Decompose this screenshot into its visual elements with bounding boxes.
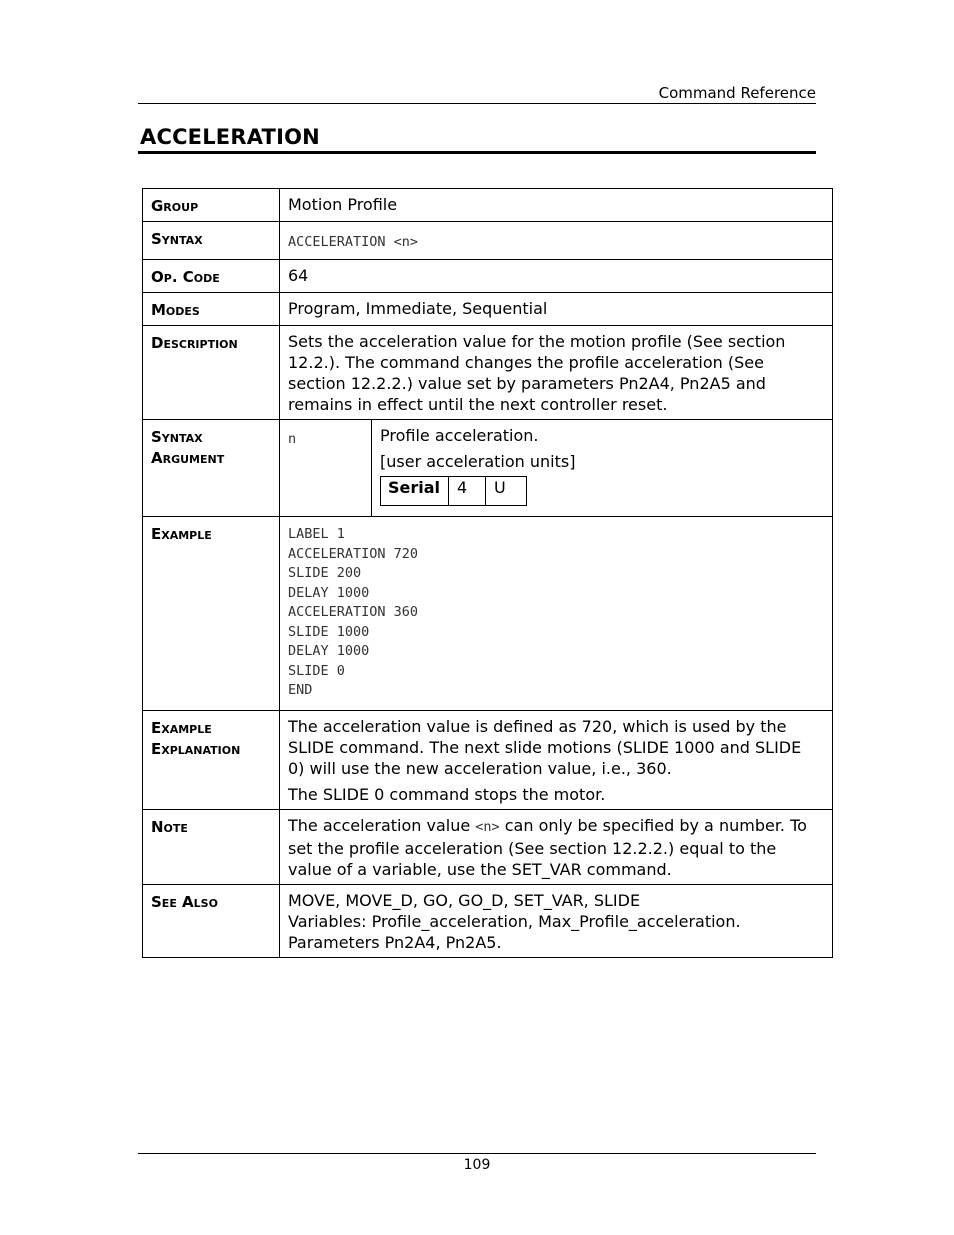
footer-rule [138,1153,816,1154]
row-note [143,810,833,885]
value-modes: Program, Immediate, Sequential [280,293,833,326]
label-modes: Modes [143,293,280,326]
example-code-line: ACCELERATION 720 [288,545,419,562]
label-syntax-argument-line1: Syntax [151,428,203,446]
page-title: ACCELERATION [140,125,320,149]
page-number: 109 [463,1157,491,1173]
argument-table [280,420,832,516]
explanation-para-2: The SLIDE 0 command stops the motor. [288,785,606,804]
example-code-line: SLIDE 0 [288,662,345,679]
label-description: Description [143,326,280,420]
row-example-explanation [143,711,833,810]
running-header: Command Reference [658,84,816,102]
label-example-explanation-line2: Explanation [151,740,241,758]
command-reference-table [142,188,833,958]
value-see-also [280,885,833,958]
argument-name: n [288,431,297,447]
header-rule [138,103,816,104]
row-modes [143,293,833,326]
example-code-line: DELAY 1000 [288,584,370,601]
label-note: Note [143,810,280,885]
row-group [143,189,833,222]
value-syntax-cell [280,222,833,260]
value-group: Motion Profile [280,189,833,222]
row-see-also [143,885,833,958]
row-syntax-argument [143,420,833,517]
explanation-para-1: The acceleration value is defined as 720, which is used by the SLIDE command. The next slide motions (SLIDE 1000 and SLIDE 0) will use the new acceleration value, i.e., 360. [288,717,802,778]
example-code [288,525,822,701]
value-opcode: 64 [280,260,833,293]
argument-desc-line1: Profile acceleration. [380,426,539,445]
example-code-line: ACCELERATION 360 [288,604,419,620]
row-description [143,326,833,420]
serial-label: Serial [381,477,449,506]
title-rule [138,151,816,154]
note-text-after: can only be specified by a number. To set the profile acceleration (See section 12.2.2.) equal to the value of a variable, use the SET_VAR command. [288,816,807,879]
note-code: <n> [475,819,500,835]
example-code-line: SLIDE 200 [288,565,362,581]
serial-size: 4 [449,477,486,506]
see-also-line1: MOVE, MOVE_D, GO, GO_D, SET_VAR, SLIDE [288,891,641,910]
value-syntax: ACCELERATION <n> [288,234,419,250]
serial-type: U [486,477,527,506]
label-group: Group [143,189,280,222]
row-opcode [143,260,833,293]
label-example-explanation-line1: Example [151,719,212,737]
argument-name-cell [280,420,372,516]
label-example-explanation [143,711,280,810]
example-code-line: END [288,682,313,698]
note-text-before: The acceleration value [288,816,476,835]
label-see-also: See Also [143,885,280,958]
example-code-line: LABEL 1 [288,526,345,542]
see-also-line3: Parameters Pn2A4, Pn2A5. [288,933,502,952]
label-syntax-argument-line2: Argument [151,449,225,467]
argument-description [372,420,833,516]
value-example [280,517,833,711]
label-opcode: Op. Code [143,260,280,293]
value-description: Sets the acceleration value for the motion profile (See section 12.2.). The command changes the profile acceleration (See section 12.2.2.) value set by parameters Pn2A4, Pn2A5 and remains in effect until the next controller reset. [280,326,833,420]
value-syntax-argument [280,420,833,517]
row-syntax [143,222,833,260]
value-example-explanation [280,711,833,810]
label-example: Example [143,517,280,711]
argument-desc-line2: [user acceleration units] [380,452,576,471]
example-code-line: SLIDE 1000 [288,623,370,640]
serial-table [380,476,527,506]
label-syntax: Syntax [143,222,280,260]
label-syntax-argument [143,420,280,517]
example-code-line: DELAY 1000 [288,643,370,659]
value-note [280,810,833,885]
see-also-line2: Variables: Profile_acceleration, Max_Profile_acceleration. [288,912,741,931]
row-example [143,517,833,711]
